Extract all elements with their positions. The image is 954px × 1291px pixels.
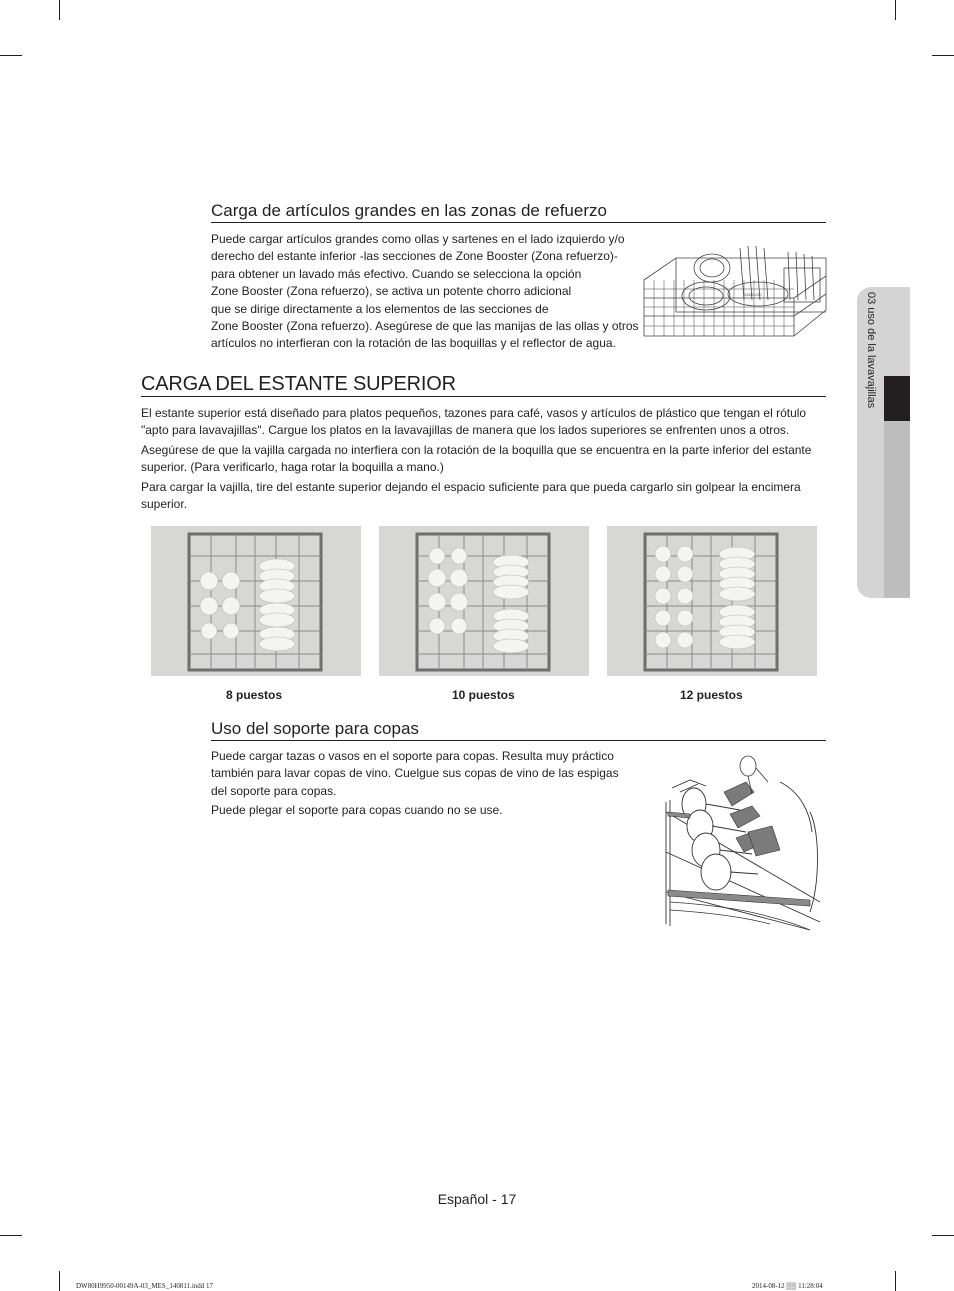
text-line: Zone Booster (Zona refuerzo), se activa un potente chorro adicional bbox=[211, 284, 572, 299]
chapter-tab-shade bbox=[884, 421, 910, 598]
caption-12-settings: 12 puestos bbox=[680, 688, 743, 702]
text-line: Para cargar la vajilla, tire del estante superior dejando el espacio suficiente para que pueda cargarlo sin golpear la encimera bbox=[141, 479, 801, 494]
caption-8-settings: 8 puestos bbox=[226, 688, 283, 702]
text-line: del soporte para copas. bbox=[211, 783, 337, 798]
heading-rule bbox=[211, 740, 826, 741]
cup-rack-text bbox=[211, 748, 641, 820]
heading-rule bbox=[141, 396, 826, 397]
print-slug-file: DW80H9950-00149A-03_MES_140811.indd 17 bbox=[76, 1282, 214, 1290]
text-line: El estante superior está diseñado para platos pequeños, tazones para café, vasos y artículos de plástico que tengan el rótulo bbox=[141, 406, 807, 420]
crop-mark bbox=[59, 1271, 60, 1291]
rack-logo-text: SAMSUNG bbox=[744, 293, 762, 297]
text-line: Zone Booster (Zona refuerzo). Asegúrese de que las manijas de las ollas y otros bbox=[211, 319, 639, 334]
text-line: que se dirige directamente a los elementos de las secciones de bbox=[211, 301, 549, 316]
print-slug-date: 2014-08-12 ▒▒ 11:28:04 bbox=[752, 1282, 823, 1290]
crop-mark bbox=[59, 0, 60, 20]
text-line: Puede plegar el soporte para copas cuando no se use. bbox=[211, 803, 503, 818]
chapter-tab-label: 03 uso de la lavavajillas bbox=[865, 292, 877, 409]
rack-photo-10-settings bbox=[379, 526, 589, 676]
upper-rack-heading: CARGA DEL ESTANTE SUPERIOR bbox=[141, 373, 456, 395]
chapter-tab-marker bbox=[884, 376, 910, 421]
crop-mark bbox=[895, 0, 896, 20]
large-items-text bbox=[211, 231, 641, 353]
text-line: Puede cargar artículos grandes como ollas y sartenes en el lado izquierdo y/o bbox=[211, 232, 625, 246]
text-line: para obtener un lavado más efectivo. Cuando se selecciona la opción bbox=[211, 266, 582, 281]
text-line: Puede cargar tazas o vasos en el soporte para copas. Resulta muy práctico bbox=[211, 749, 614, 763]
crop-mark bbox=[895, 1271, 896, 1291]
cup-shelf-illustration bbox=[660, 752, 825, 932]
rack-photo-8-settings bbox=[151, 526, 361, 676]
cup-rack-heading: Uso del soporte para copas bbox=[211, 719, 419, 738]
crop-mark bbox=[0, 55, 22, 56]
rack-photo-12-settings bbox=[607, 526, 817, 676]
heading-rule bbox=[211, 222, 826, 223]
upper-rack-text bbox=[141, 405, 826, 513]
crop-mark bbox=[932, 1235, 954, 1236]
large-items-heading: Carga de artículos grandes en las zonas de refuerzo bbox=[211, 201, 607, 220]
page-number: Español - 17 bbox=[437, 1191, 517, 1207]
text-line: Asegúrese de que la vajilla cargada no interfiera con la rotación de la boquilla que se encuentra en la parte inferior del estante bbox=[141, 442, 812, 457]
text-line: "apto para lavavajillas". Cargue los platos en la lavavajillas de manera que los lados superiores se enfrenten unos a otros. bbox=[141, 423, 790, 438]
caption-10-settings: 10 puestos bbox=[452, 688, 515, 702]
text-line: artículos no interfieran con la rotación de las boquillas y el reflector de agua. bbox=[211, 336, 616, 351]
text-line: superior. (Para verificarlo, haga rotar la boquilla a mano.) bbox=[141, 460, 444, 475]
lower-rack-illustration bbox=[640, 240, 830, 340]
crop-mark bbox=[932, 55, 954, 56]
crop-mark bbox=[0, 1235, 22, 1236]
text-line: derecho del estante inferior -las secciones de Zone Booster (Zona refuerzo)- bbox=[211, 249, 618, 264]
text-line: también para lavar copas de vino. Cuelgue sus copas de vino de las espigas bbox=[211, 766, 619, 781]
text-line: superior. bbox=[141, 497, 188, 512]
